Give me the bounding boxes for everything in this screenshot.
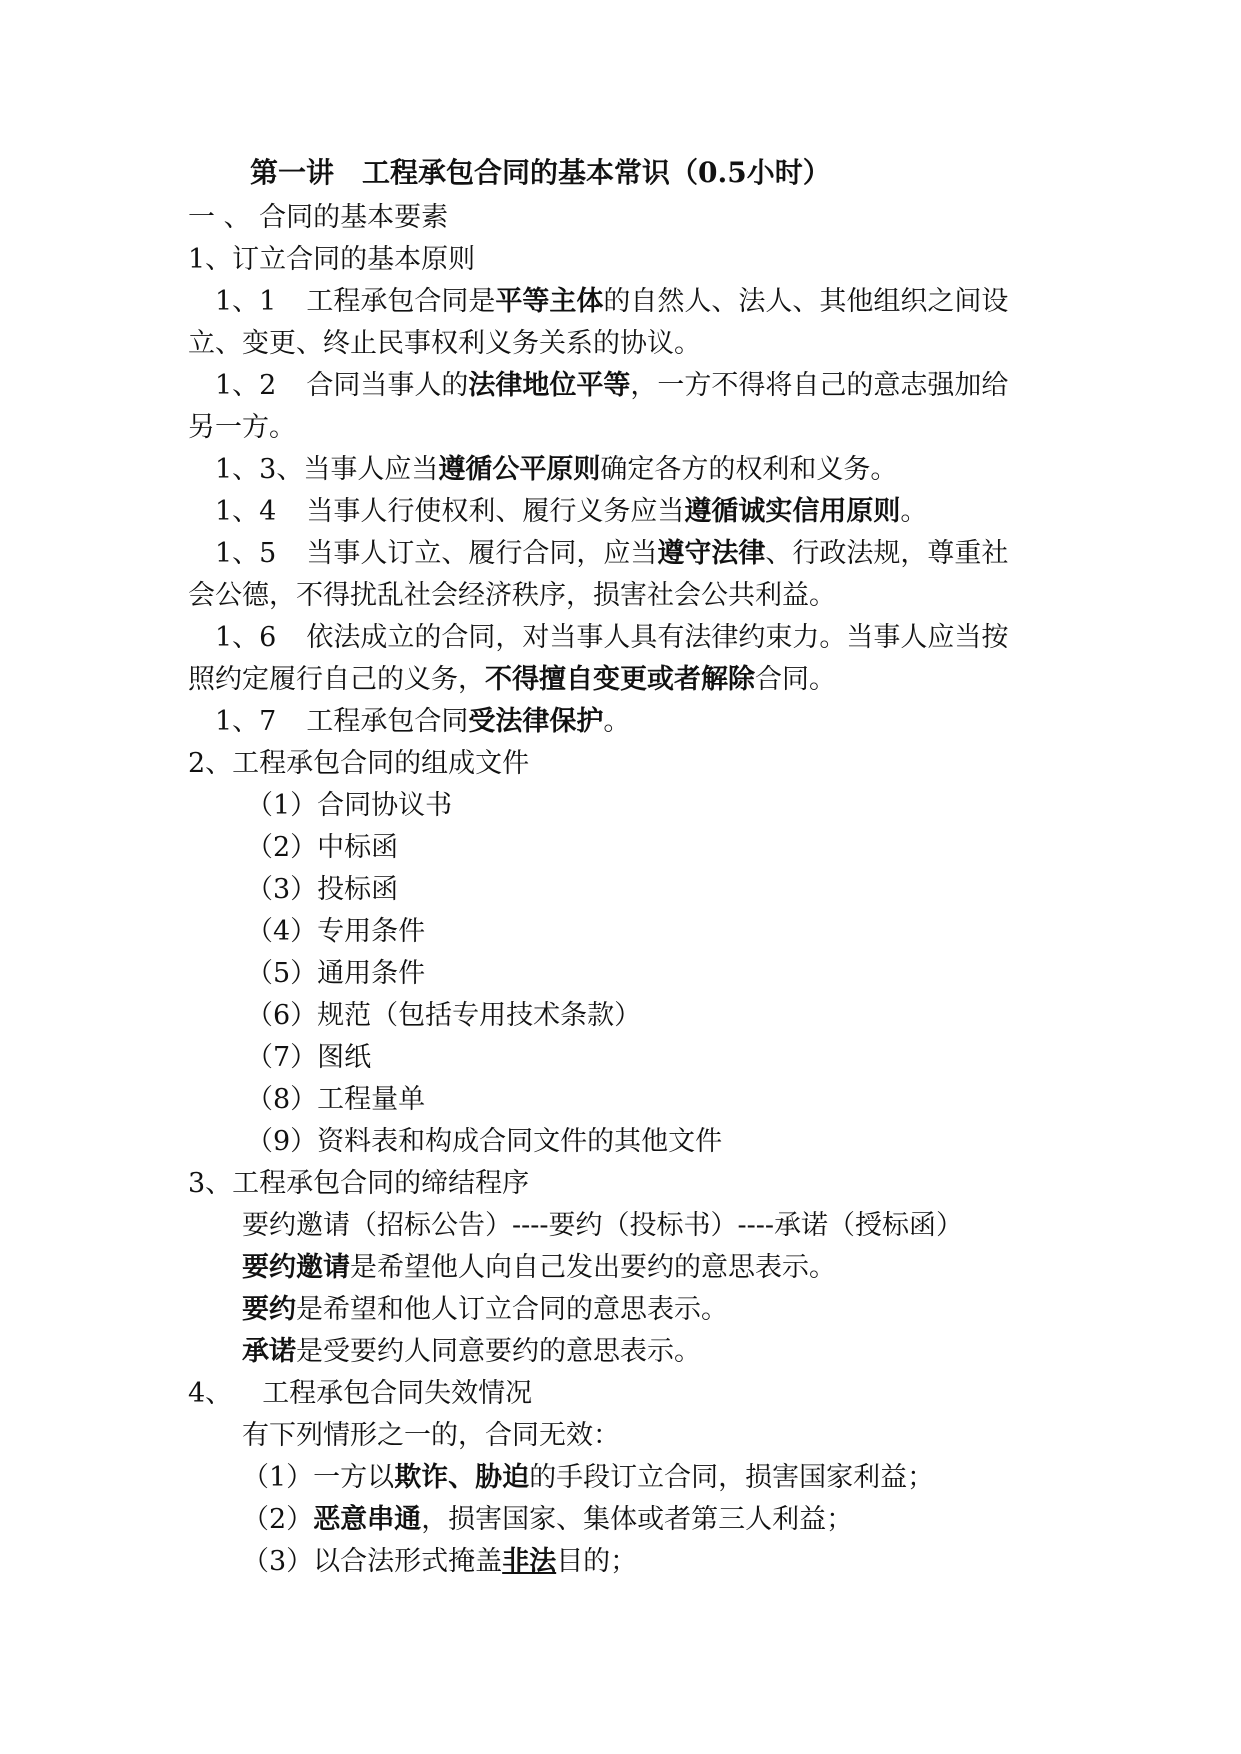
subsection-heading-principles: 1、订立合同的基本原则 <box>188 244 476 275</box>
paragraph-1-3: 1、3、当事人应当遵循公平原则确定各方的权利和义务。 <box>215 454 898 485</box>
invalidity-case-3: （3）以合法形式掩盖非法目的； <box>242 1546 638 1577</box>
list-item: （3）投标函 <box>246 874 399 905</box>
section-heading: 一 、 合同的基本要素 <box>188 202 449 233</box>
paragraph-1-5: 1、5 当事人订立、履行合同，应当遵守法律、行政法规，尊重社 <box>215 538 1009 569</box>
list-item: （4）专用条件 <box>246 916 426 947</box>
subsection-heading-invalidity: 4、 工程承包合同失效情况 <box>188 1378 533 1409</box>
paragraph-1-2-cont: 另一方。 <box>188 412 296 443</box>
list-item: （2）中标函 <box>246 832 399 863</box>
procedure-flow: 要约邀请（招标公告）----要约（投标书）----承诺（授标函） <box>242 1210 963 1241</box>
paragraph-1-4: 1、4 当事人行使权利、履行义务应当遵循诚实信用原则。 <box>215 496 928 527</box>
invalidity-intro: 有下列情形之一的，合同无效： <box>242 1420 620 1451</box>
list-item: （5）通用条件 <box>246 958 426 989</box>
subsection-heading-procedure: 3、工程承包合同的缔结程序 <box>188 1168 530 1199</box>
paragraph-1-6-cont: 照约定履行自己的义务，不得擅自变更或者解除合同。 <box>188 664 836 695</box>
list-item: （6）规范（包括专用技术条款） <box>246 1000 642 1031</box>
subsection-heading-documents: 2、工程承包合同的组成文件 <box>188 748 530 779</box>
paragraph-1-1-cont: 立、变更、终止民事权利义务关系的协议。 <box>188 328 701 359</box>
list-item: （8）工程量单 <box>246 1084 426 1115</box>
page-title: 第一讲 工程承包合同的基本常识（0.5小时） <box>250 156 831 189</box>
paragraph-1-6: 1、6 依法成立的合同，对当事人具有法律约束力。当事人应当按 <box>215 622 1009 653</box>
paragraph-1-5-cont: 会公德，不得扰乱社会经济秩序，损害社会公共利益。 <box>188 580 836 611</box>
list-item: （9）资料表和构成合同文件的其他文件 <box>246 1126 723 1157</box>
paragraph-1-7: 1、7 工程承包合同受法律保护。 <box>215 706 631 737</box>
definition-acceptance: 承诺是受要约人同意要约的意思表示。 <box>242 1336 701 1367</box>
document-body <box>188 197 1058 1583</box>
invalidity-case-2: （2）恶意串通，损害国家、集体或者第三人利益； <box>242 1504 854 1535</box>
paragraph-1-1: 1、1 工程承包合同是平等主体的自然人、法人、其他组织之间设 <box>215 286 1009 317</box>
paragraph-1-2: 1、2 合同当事人的法律地位平等，一方不得将自己的意志强加给 <box>215 370 1009 401</box>
definition-offer: 要约是希望和他人订立合同的意思表示。 <box>242 1294 728 1325</box>
list-item: （7）图纸 <box>246 1042 372 1073</box>
list-item: （1）合同协议书 <box>246 790 453 821</box>
invalidity-case-1: （1）一方以欺诈、胁迫的手段订立合同，损害国家利益； <box>242 1462 935 1493</box>
definition-offer-invitation: 要约邀请是希望他人向自己发出要约的意思表示。 <box>242 1252 836 1283</box>
